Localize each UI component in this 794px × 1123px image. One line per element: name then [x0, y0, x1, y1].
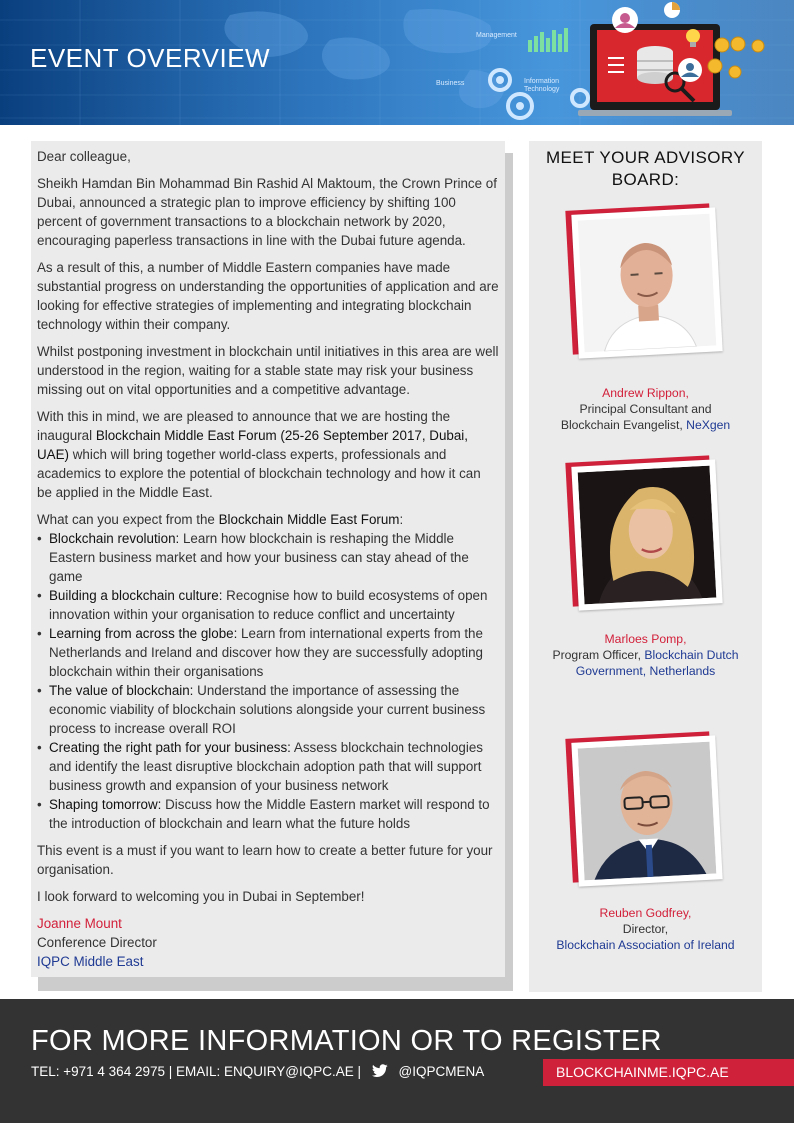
- banner-label-information-technology: Information Technology: [524, 78, 560, 93]
- advisor-portrait-marloes: [578, 466, 717, 605]
- list-item: [37, 529, 499, 586]
- letter-paragraph-event: [37, 407, 499, 502]
- paragraph-text: :: [399, 512, 404, 527]
- letter-paragraph: Whilst postponing investment in blockchain until initiatives in this area are well understood in the region, waiting for a stable state may risk your business missing out on vital opportunities and a competitive advantage.: [37, 344, 499, 397]
- register-url-link[interactable]: BLOCKCHAINME.IQPC.AE: [543, 1059, 794, 1086]
- advisor-role-org: [529, 647, 762, 663]
- bullet-head: Blockchain revolution:: [49, 531, 180, 546]
- advisory-board-title: MEET YOUR ADVISORY BOARD:: [546, 148, 745, 189]
- advisor-role: Program Officer,: [552, 648, 645, 662]
- advisor-name: Reuben Godfrey,: [599, 906, 692, 920]
- bullet-text: Learn how blockchain is reshaping the Middle Eastern business market and how your business can stay ahead of the game: [49, 531, 469, 584]
- advisor-photo: [569, 735, 719, 891]
- advisor-portrait-reuben: [578, 742, 717, 881]
- advisor-photo: [569, 207, 719, 363]
- paragraph-text: With this in mind, we are pleased to announce that we are hosting the inaugural: [37, 409, 451, 443]
- bullet-icon: •: [37, 797, 42, 812]
- bullet-icon: •: [37, 626, 42, 641]
- banner-label-management: Management: [476, 32, 517, 39]
- bullet-head: The value of blockchain:: [49, 683, 194, 698]
- bullet-icon: •: [37, 683, 42, 698]
- letter-greeting: Dear colleague,: [37, 149, 131, 164]
- footer-title: FOR MORE INFORMATION OR TO REGISTER: [31, 1025, 662, 1057]
- event-name-highlight: Blockchain Middle East Forum: [218, 512, 400, 527]
- bullet-head: Building a blockchain culture:: [49, 588, 223, 603]
- advisor-caption-andrew: [529, 385, 762, 433]
- advisor-portrait-andrew: [578, 214, 717, 353]
- signature-role: Conference Director: [37, 935, 157, 950]
- advisor-org: Government, Netherlands: [575, 664, 716, 678]
- advisor-role: Director,: [622, 922, 669, 936]
- advisor-name: Marloes Pomp,: [604, 632, 687, 646]
- letter-body: [37, 147, 499, 971]
- advisory-board-panel: [529, 141, 762, 992]
- advisor-org: NeXgen: [686, 418, 731, 432]
- bullet-text: Understand the importance of assessing the economic viability of blockchain solutions alongside your current business process to increase overall ROI: [49, 683, 486, 736]
- banner: [0, 0, 794, 125]
- benefits-list: [37, 529, 499, 833]
- list-item: [37, 586, 499, 624]
- banner-label-business: Business: [436, 80, 465, 87]
- bullet-text: Assess blockchain technologies and identify the least disruptive blockchain adoption path that will support business growth and expansion of your business network: [49, 740, 483, 793]
- event-name-highlight: Blockchain Middle East Forum (25-26 September 2017, Dubai, UAE): [37, 428, 468, 462]
- bullet-text: Recognise how to build ecosystems of open innovation within your organisation to reduce conflict and uncertainty: [49, 588, 488, 622]
- advisor-role-org: [529, 417, 762, 433]
- bullet-icon: •: [37, 740, 42, 755]
- advisor-role: Principal Consultant and: [579, 402, 712, 416]
- advisor-role: Blockchain Evangelist,: [560, 418, 687, 432]
- letter-closing: I look forward to welcoming you in Dubai in September!: [37, 889, 365, 904]
- list-item: [37, 624, 499, 681]
- bullet-head: Shaping tomorrow:: [49, 797, 162, 812]
- signature-name: Joanne Mount: [37, 916, 122, 931]
- photo-frame: [571, 459, 722, 610]
- advisor-org: Blockchain Association of Ireland: [556, 938, 735, 952]
- letter-panel: [31, 141, 505, 977]
- bullet-icon: •: [37, 588, 42, 603]
- advisor-caption-reuben: [529, 905, 762, 953]
- page-title: EVENT OVERVIEW: [30, 43, 271, 73]
- footer: [0, 999, 794, 1123]
- paragraph-text: which will bring together world-class experts, professionals and academics to explore the potential of blockchain technology and how it can be applied in the Middle East.: [37, 447, 481, 500]
- advisor-org: Blockchain Dutch: [644, 648, 739, 662]
- footer-contact: [31, 1063, 484, 1081]
- signature-company: IQPC Middle East: [37, 954, 144, 969]
- letter-paragraph: Sheikh Hamdan Bin Mohammad Bin Rashid Al Maktoum, the Crown Prince of Dubai, announced a strategic plan to improve efficiency by shifting 100 percent of government transactions to a blockchain network by 2020, encouraging paperless transactions in line with the Dubai future agenda.: [37, 176, 497, 248]
- paragraph-text: What can you expect from the: [37, 512, 219, 527]
- contact-details: TEL: +971 4 364 2975 | EMAIL: ENQUIRY@IQPC.AE |: [31, 1064, 361, 1079]
- photo-frame: [571, 207, 722, 358]
- bullet-text: Discuss how the Middle Eastern market will respond to the introduction of blockchain and learn what the future holds: [49, 797, 490, 831]
- list-item: [37, 681, 499, 738]
- expect-heading: [37, 510, 499, 529]
- bullet-text: Learn from international experts from the Netherlands and Ireland and discover how they are successfully adopting blockchain within their organisations: [49, 626, 483, 679]
- list-item: [37, 738, 499, 795]
- letter-closing: This event is a must if you want to learn how to create a better future for your organisation.: [37, 843, 493, 877]
- twitter-bird-icon[interactable]: [371, 1064, 389, 1078]
- letter-paragraph: As a result of this, a number of Middle Eastern companies have made substantial progress on understanding the opportunities of application and are looking for effective strategies of implementing and integrating blockchain technology within their company.: [37, 260, 499, 332]
- advisor-photo: [569, 459, 719, 615]
- bullet-head: Learning from across the globe:: [49, 626, 238, 641]
- photo-frame: [571, 735, 722, 886]
- list-item: [37, 795, 499, 833]
- bullet-icon: •: [37, 531, 42, 546]
- twitter-handle[interactable]: @IQPCMENA: [398, 1064, 485, 1079]
- bullet-head: Creating the right path for your business:: [49, 740, 291, 755]
- advisor-name: Andrew Rippon,: [602, 386, 689, 400]
- advisor-caption-marloes: [529, 631, 762, 679]
